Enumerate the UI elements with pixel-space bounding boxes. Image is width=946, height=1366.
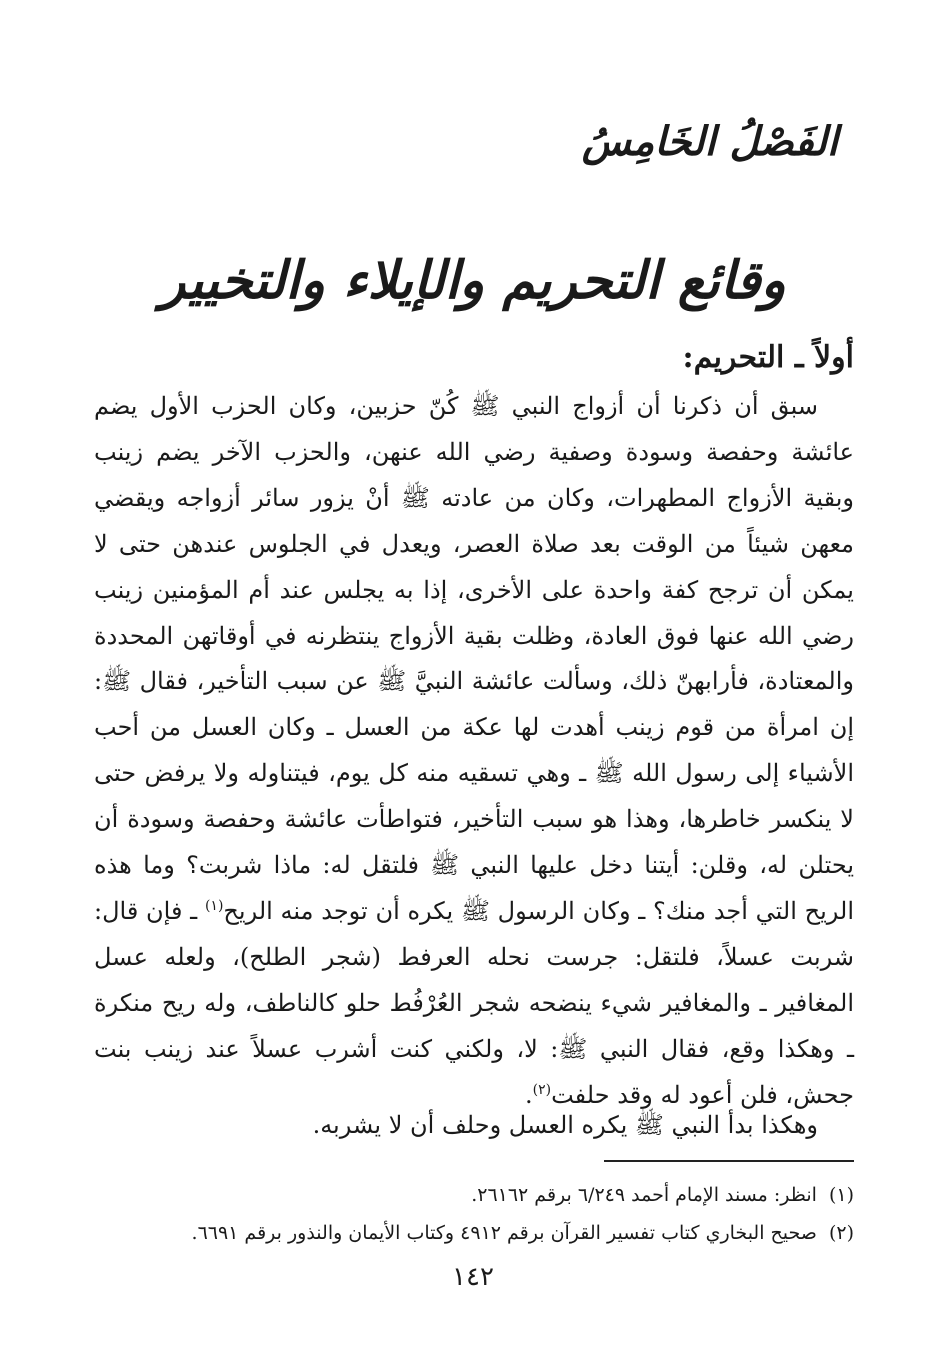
main-text — [94, 384, 854, 1119]
footnote-divider — [604, 1160, 854, 1162]
paragraph — [94, 384, 854, 1119]
paragraph-text: ـ فإن قال: شربت عسلاً، فلتقل: جرست نحله العرفط (شجر الطلح)، ولعله عسل المغافير ـ والمغافير شيء ينضحه شجر العُرْفُط حلو كالناطف، وله ريح منكرة ـ وهكذا وقع، فقال النبي ﷺ: لا، ولكني كنت أشرب عسلاً عند زينب بنت جحش، فلن أعود له وقد حلفت — [94, 896, 854, 1109]
footnote-number: (١) — [828, 1184, 854, 1206]
section-heading: أولاً ـ التحريم: — [682, 340, 854, 375]
chapter-heading: الفَصْلُ الخَامِسُ — [581, 118, 838, 165]
footnote — [94, 1176, 854, 1214]
footnote-text: صحيح البخاري كتاب تفسير القرآن برقم ٤٩١٢ وكتاب الأيمان والنذور برقم ٦٦٩١. — [191, 1222, 817, 1244]
footnotes — [94, 1176, 854, 1252]
chapter-title: وقائع التحريم والإيلاء والتخيير — [160, 250, 786, 311]
closing-paragraph: وهكذا بدأ النبي ﷺ يكره العسل وحلف أن لا يشربه. — [312, 1111, 818, 1139]
footnote-reference: (١) — [204, 897, 224, 914]
paragraph-text: سبق أن ذكرنا أن أزواج النبي ﷺ كُنّ حزبين، وكان الحزب الأول يضم عائشة وحفصة وسودة وصفية رضي الله عنهن، والحزب الآخر يضم زينب وبقية الأزواج المطهرات، وكان من عادته ﷺ أنْ يزور سائر أزواجه ويقضي معهن شيئاً من الوقت بعد صلاة العصر، ويعدل في الجلوس عندهن حتى لا يمكن أن ترجح كفة واحدة على الأخرى، إذا به يجلس عند أم المؤمنين زينب رضي الله عنها فوق العادة، وظلت بقية الأزواج ينتظرنه في أوقاتهن المحددة والمعتادة، فأرابهنّ ذلك، وسألت عائشة النبيَّ ﷺ عن سبب التأخير، فقال ﷺ: إن امرأة من قوم زينب أهدت لها عكة من العسل ـ وكان العسل من أحب الأشياء إلى رسول الله ﷺ ـ وهي تسقيه منه كل يوم، فيتناوله ولا يرفض حتى لا ينكسر خاطرها، وهذا هو سبب التأخير، فتواطأت عائشة وحفصة وسودة أن يحتلن له، وقلن: أيتنا دخل عليها النبي ﷺ فلتقل له: ماذا شربت؟ وما هذه الريح التي أجد منك؟ ـ وكان الرسول ﷺ يكره أن توجد منه الريح — [94, 392, 855, 925]
footnote — [94, 1214, 854, 1252]
page-number: ١٤٢ — [452, 1262, 494, 1292]
footnote-reference: (٢) — [532, 1081, 552, 1098]
footnote-text: انظر: مسند الإمام أحمد ٦/٢٤٩ برقم ٢٦١٦٢. — [471, 1184, 817, 1206]
footnote-number: (٢) — [828, 1222, 854, 1244]
paragraph-text: . — [524, 1080, 533, 1109]
